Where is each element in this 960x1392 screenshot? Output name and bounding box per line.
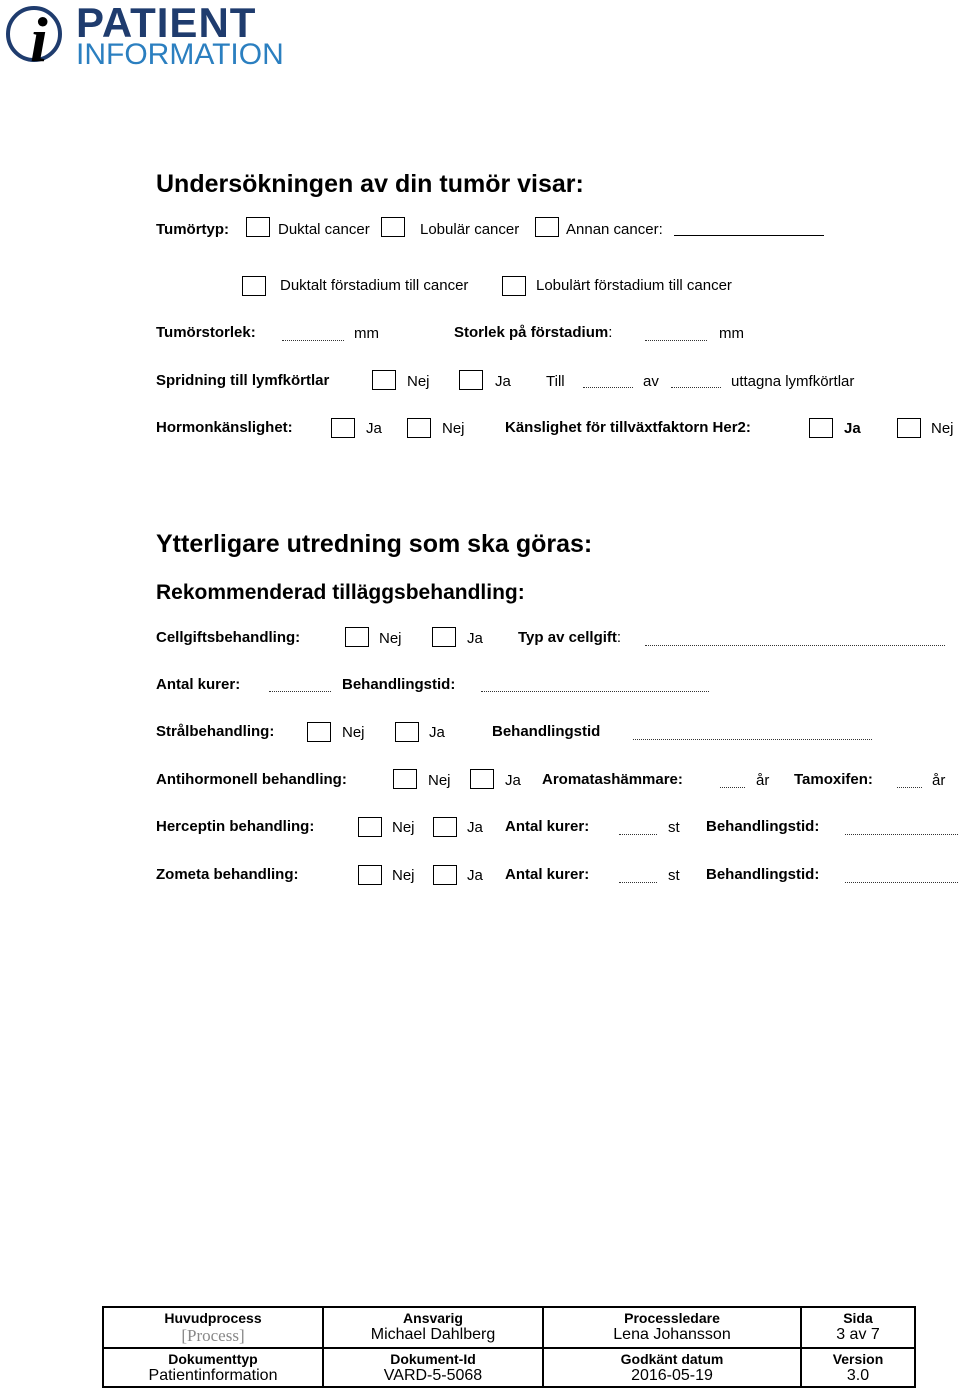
herceptin-kurer-label: Antal kurer: [505,818,590,835]
footer-header: Version [832,1350,884,1367]
tumorstorlek-field[interactable] [282,340,344,341]
annan-label: Annan cancer: [566,221,663,238]
herceptin-nej-label: Nej [392,819,415,836]
checkbox-duktalt-forstadium[interactable] [242,276,266,296]
cellgift-typ-colon: : [616,629,622,646]
herceptin-ja-label: Ja [467,819,483,836]
lobular-label: Lobulär cancer [420,221,520,238]
zometa-nej-label: Nej [392,867,415,884]
logo-letter: i [30,4,48,75]
zometa-tid-label: Behandlingstid: [706,866,820,883]
aromatas-label: Aromatashämmare: [542,771,683,788]
herceptin-label: Herceptin behandling: [156,818,315,835]
document-footer-table [102,1306,916,1388]
zometa-kurer-field[interactable] [619,882,657,883]
her2-nej-label: Nej [931,420,954,437]
checkbox-antihormon-nej[interactable] [393,769,417,789]
spridning-ja-label: Ja [495,373,511,390]
section-title-utredning: Ytterligare utredning som ska göras: [156,530,593,558]
duktal-label: Duktal cancer [278,221,370,238]
footer-header: Huvudprocess [164,1310,262,1326]
spridning-label: Spridning till lymfkörtlar [156,372,330,389]
checkbox-cellgift-ja[interactable] [432,627,456,647]
hormon-nej-label: Nej [442,420,465,437]
checkbox-hormon-ja[interactable] [331,418,355,438]
footer-header: Godkänt datum [620,1350,724,1367]
checkbox-annan[interactable] [535,217,559,237]
footer-header: Dokument-Id [390,1350,476,1367]
footer-value: VARD-5-5068 [383,1366,483,1384]
checkbox-zometa-nej[interactable] [358,865,382,885]
stral-label: Strålbehandling: [156,723,275,740]
spridning-till-label: Till [546,373,565,390]
checkbox-herceptin-nej[interactable] [358,817,382,837]
cellgift-typ-field[interactable] [645,645,945,646]
tumorstorlek-unit: mm [354,325,379,342]
aromatas-field[interactable] [720,787,745,788]
stral-nej-label: Nej [342,724,365,741]
checkbox-stral-nej[interactable] [307,722,331,742]
subtitle-tillaggsbehandling: Rekommenderad tilläggsbehandling: [156,581,525,604]
tamoxifen-field[interactable] [897,787,922,788]
footer-cell-godkant-datum [543,1348,801,1387]
checkbox-cellgift-nej[interactable] [345,627,369,647]
herceptin-kurer-field[interactable] [619,834,657,835]
checkbox-hormon-nej[interactable] [407,418,431,438]
herceptin-st-unit: st [668,819,680,836]
footer-value-placeholder: [Process] [181,1326,245,1346]
footer-value: Michael Dahlberg [370,1326,496,1344]
stral-ja-label: Ja [429,724,445,741]
cellgift-ja-label: Ja [467,630,483,647]
annan-cancer-field[interactable] [674,235,824,236]
antihormon-ja-label: Ja [505,772,521,789]
zometa-st-unit: st [668,867,680,884]
footer-value: 3.0 [846,1366,870,1384]
her2-ja-label: Ja [844,420,861,437]
stral-tid-field[interactable] [633,739,872,740]
footer-row [103,1348,915,1387]
checkbox-zometa-ja[interactable] [433,865,457,885]
checkbox-lobular[interactable] [381,217,405,237]
footer-value: 3 av 7 [836,1326,880,1344]
zometa-kurer-label: Antal kurer: [505,866,590,883]
her2-label: Känslighet för tillväxtfaktorn Her2: [505,419,751,436]
footer-cell-sida [801,1307,915,1348]
footer-header: Sida [843,1310,873,1326]
tamoxifen-unit: år [932,772,946,789]
duktalt-forstadium-label: Duktalt förstadium till cancer [280,277,469,294]
behandlingstid-label: Behandlingstid: [342,676,456,693]
logo-information-text: INFORMATION [76,38,284,71]
footer-cell-processledare [543,1307,801,1348]
checkbox-duktal[interactable] [246,217,270,237]
footer-header: Processledare [624,1310,720,1326]
checkbox-stral-ja[interactable] [395,722,419,742]
spridning-av-label: av [643,373,659,390]
hormon-label: Hormonkänslighet: [156,419,293,436]
footer-header: Ansvarig [403,1310,463,1326]
forstadium-storlek-colon: : [608,324,613,341]
footer-cell-ansvarig [323,1307,543,1348]
footer-value: Patientinformation [148,1366,278,1384]
forstadium-storlek-field[interactable] [645,340,707,341]
checkbox-spridning-nej[interactable] [372,370,396,390]
spridning-till-field[interactable] [583,387,633,388]
antihormon-label: Antihormonell behandling: [156,771,347,788]
footer-row [103,1307,915,1348]
cellgift-nej-label: Nej [379,630,402,647]
footer-value: 2016-05-19 [631,1366,713,1384]
tamoxifen-label: Tamoxifen: [794,771,873,788]
forstadium-storlek-unit: mm [719,325,744,342]
checkbox-lobulart-forstadium[interactable] [502,276,526,296]
behandlingstid-field[interactable] [481,691,709,692]
section-title-tumor: Undersökningen av din tumör visar: [156,170,584,198]
footer-cell-version [801,1348,915,1387]
uttagna-label: uttagna lymfkörtlar [731,373,855,390]
antal-kurer-label: Antal kurer: [156,676,241,693]
footer-cell-dokument-id [323,1348,543,1387]
checkbox-her2-nej[interactable] [897,418,921,438]
zometa-tid-field[interactable] [845,882,958,883]
cellgift-typ-label: Typ av cellgift [518,629,617,646]
footer-cell-huvudprocess [103,1307,323,1348]
zometa-label: Zometa behandling: [156,866,299,883]
checkbox-herceptin-ja[interactable] [433,817,457,837]
spridning-av-field[interactable] [671,387,721,388]
info-circle-icon [6,4,62,75]
tumortyp-label: Tumörtyp: [156,221,230,238]
stral-tid-label: Behandlingstid [492,723,601,740]
forstadium-storlek-label: Storlek på förstadium [454,324,609,341]
footer-cell-dokumenttyp [103,1348,323,1387]
herceptin-tid-field[interactable] [845,834,958,835]
logo-patient-text: PATIENT [76,0,257,46]
herceptin-tid-label: Behandlingstid: [706,818,820,835]
hormon-ja-label: Ja [366,420,382,437]
checkbox-her2-ja[interactable] [809,418,833,438]
antihormon-nej-label: Nej [428,772,451,789]
aromatas-unit: år [756,772,770,789]
footer-value: Lena Johansson [613,1326,731,1344]
checkbox-antihormon-ja[interactable] [470,769,494,789]
tumorstorlek-label: Tumörstorlek: [156,324,256,341]
checkbox-spridning-ja[interactable] [459,370,483,390]
antal-kurer-field[interactable] [269,691,331,692]
footer-header: Dokumenttyp [168,1350,258,1367]
cellgift-label: Cellgiftsbehandling: [156,629,301,646]
zometa-ja-label: Ja [467,867,483,884]
lobulart-forstadium-label: Lobulärt förstadium till cancer [536,277,732,294]
spridning-nej-label: Nej [407,373,430,390]
